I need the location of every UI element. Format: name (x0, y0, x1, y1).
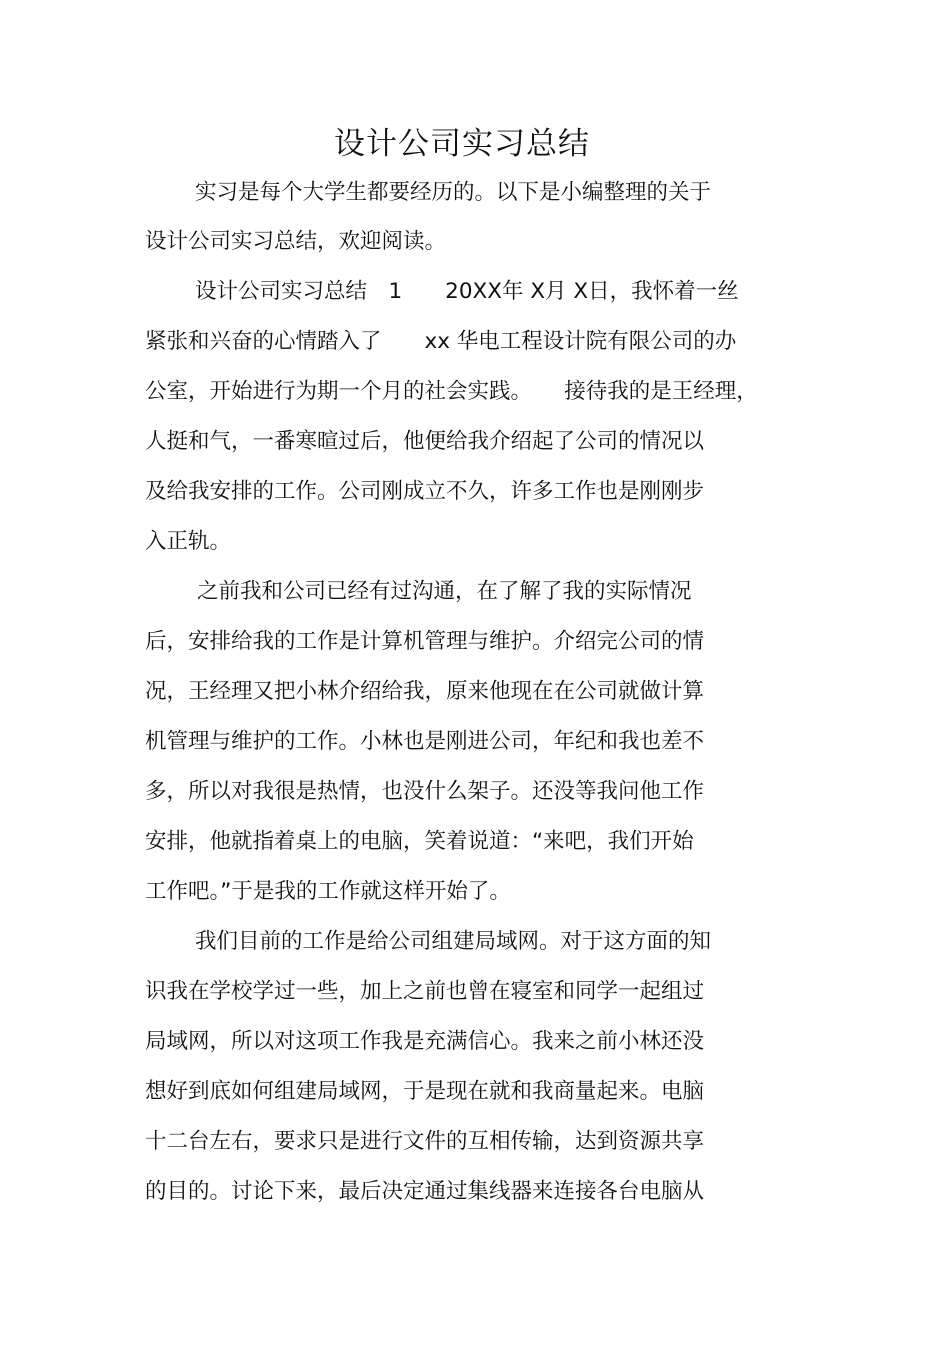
text-line-14: 安排，他就指着桌上的电脑，笑着说道：“来吧，我们开始 (145, 829, 694, 854)
text-line-6: 人挺和气，一番寒暄过后，他便给我介绍起了公司的情况以 (145, 429, 705, 454)
text-line-4: 紧张和兴奋的心情踏入了 xx 华电工程设计院有限公司的办 (145, 329, 737, 354)
text-line-21: 的目的。讨论下来，最后决定通过集线器来连接各台电脑从 (145, 1179, 705, 1204)
text-line-8: 入正轨。 (145, 529, 232, 554)
text-line-15: 工作吧。”于是我的工作就这样开始了。 (145, 879, 511, 904)
text-line-10: 后，安排给我的工作是计算机管理与维护。介绍完公司的情 (145, 629, 705, 654)
text-line-2: 设计公司实习总结，欢迎阅读。 (145, 229, 447, 254)
page-title: 设计公司实习总结 (334, 126, 590, 162)
text-line-13: 多，所以对我很是热情，也没什么架子。还没等我问他工作 (145, 779, 705, 804)
text-line-1: 实习是每个大学生都要经历的。以下是小编整理的关于 (195, 180, 712, 205)
text-line-3: 设计公司实习总结 1 20XX年 X月 X日，我怀着一丝 (195, 279, 739, 304)
text-line-17: 识我在学校学过一些，加上之前也曾在寝室和同学一起组过 (145, 979, 705, 1004)
text-line-7: 及给我安排的工作。公司刚成立不久，许多工作也是刚刚步 (145, 479, 705, 504)
text-line-5: 公室，开始进行为期一个月的社会实践。 接待我的是王经理， (145, 379, 758, 404)
text-line-16: 我们目前的工作是给公司组建局域网。对于这方面的知 (195, 929, 712, 954)
text-line-20: 十二台左右，要求只是进行文件的互相传输，达到资源共享 (145, 1129, 705, 1154)
text-line-12: 机管理与维护的工作。小林也是刚进公司，年纪和我也差不 (145, 729, 705, 754)
text-line-9: 之前我和公司已经有过沟通，在了解了我的实际情况 (197, 579, 692, 604)
text-line-19: 想好到底如何组建局域网，于是现在就和我商量起来。电脑 (145, 1079, 705, 1104)
text-line-11: 况，王经理又把小林介绍给我，原来他现在在公司就做计算 (145, 679, 705, 704)
text-line-18: 局域网，所以对这项工作我是充满信心。我来之前小林还没 (145, 1029, 705, 1054)
